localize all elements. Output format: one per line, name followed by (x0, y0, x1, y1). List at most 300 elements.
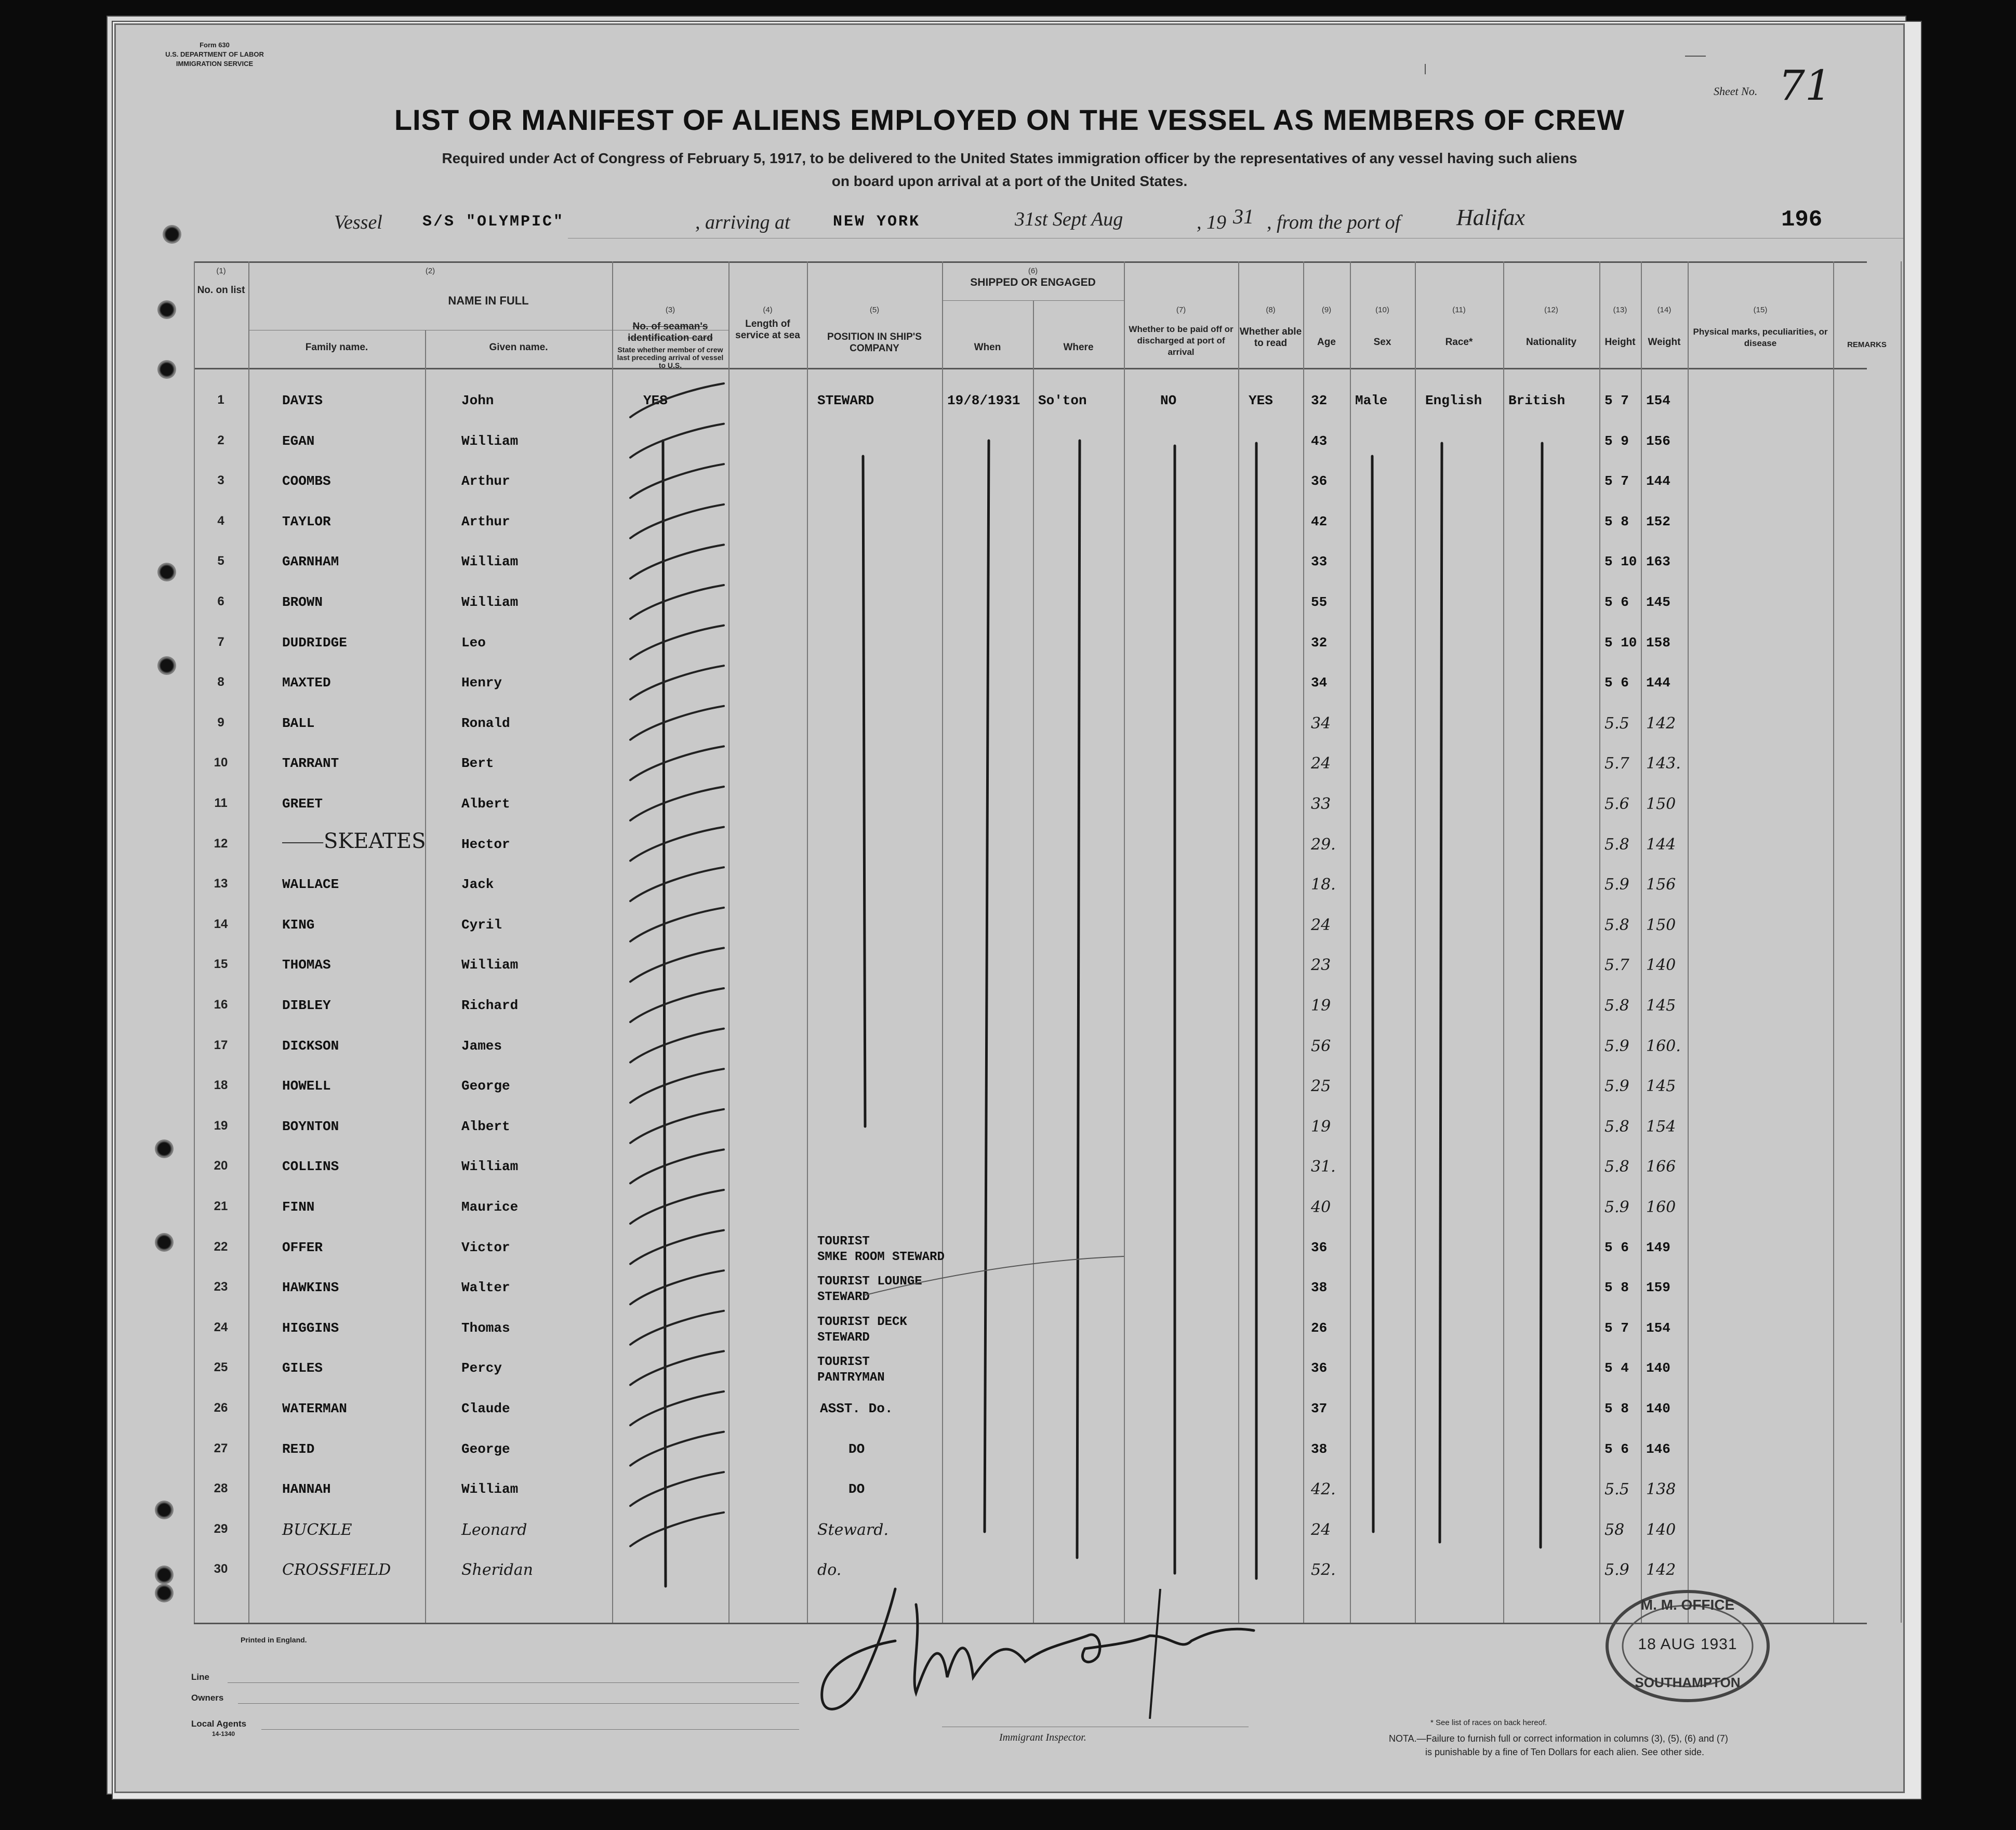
check-mark-icon (630, 706, 724, 740)
check-mark-icon (630, 1351, 724, 1385)
ditto-line (1541, 443, 1542, 1547)
weight-cell: 158 (1646, 634, 1670, 651)
col-num: (2) (425, 267, 435, 275)
height-cell: 5 7 (1604, 393, 1629, 408)
col-num: (7) (1176, 306, 1186, 314)
footer-form-code: 14-1340 (212, 1730, 235, 1738)
age-cell: 32 (1311, 393, 1328, 408)
header-physical-marks: Physical marks, peculiarities, or disease (1693, 327, 1828, 348)
position-cell: do. (817, 1561, 842, 1580)
col-num: (1) (216, 267, 226, 275)
col-num: (4) (763, 306, 773, 314)
given-name-cell: Thomas (461, 1320, 510, 1336)
num-cell: 13 (214, 877, 228, 891)
given-name-cell: William (461, 1481, 519, 1497)
col-num: (9) (1321, 306, 1332, 314)
num-cell: 15 (214, 957, 228, 972)
given-name-cell: Ronald (461, 715, 510, 731)
check-mark-icon (630, 1270, 724, 1304)
col-num: (10) (1375, 306, 1389, 314)
weight-cell: 145 (1646, 1077, 1676, 1096)
check-mark-icon (630, 545, 724, 578)
check-mark-icon (630, 1109, 724, 1143)
num-cell: 23 (214, 1280, 228, 1294)
height-cell: 5 7 (1604, 473, 1629, 489)
check-mark-icon (630, 908, 724, 941)
weight-cell: 150 (1646, 795, 1676, 813)
sheet-number-label: Sheet No. (1714, 85, 1758, 98)
family-name-cell: SKEATES (324, 829, 426, 853)
from-port-label: , from the port of (1267, 211, 1401, 233)
position-cell-line-2: STEWARD (817, 1330, 870, 1345)
page-title: LIST OR MANIFEST OF ALIENS EMPLOYED ON THE VESSEL AS MEMBERS OF CREW (394, 103, 1625, 136)
family-name-cell: HOWELL (282, 1078, 331, 1094)
office-stamp (1602, 1586, 1773, 1706)
race-cell: English (1425, 393, 1482, 408)
height-cell: 5.5 (1604, 714, 1629, 733)
weight-cell: 140 (1646, 956, 1676, 975)
age-cell: 34 (1311, 714, 1331, 733)
header-weight: Weight (1648, 337, 1681, 348)
check-mark-icon (630, 988, 724, 1022)
weight-cell: 145 (1646, 594, 1670, 610)
family-name-cell: TAYLOR (282, 513, 331, 529)
footer-owners-label: Owners (191, 1693, 224, 1703)
age-cell: 19 (1311, 1117, 1331, 1136)
height-cell: 5.9 (1604, 1037, 1629, 1055)
header-position: POSITION IN SHIP'S COMPANY (827, 331, 922, 354)
weight-cell: 152 (1646, 513, 1670, 529)
given-name-cell: Leonard (461, 1520, 527, 1539)
given-name-cell: William (461, 554, 519, 570)
check-mark-icon (630, 1029, 724, 1063)
position-cell-line-2: SMKE ROOM STEWARD (817, 1250, 945, 1264)
position-cell: DO (848, 1481, 865, 1497)
ditto-line (663, 441, 666, 1586)
form-number: Form 630 (200, 41, 230, 49)
age-cell: 25 (1311, 1077, 1331, 1096)
age-cell: 36 (1311, 1360, 1328, 1376)
height-cell: 5 6 (1604, 594, 1629, 610)
col-num: (13) (1613, 306, 1627, 314)
given-name-cell: Hector (461, 836, 510, 852)
num-cell: 10 (214, 755, 228, 770)
header-given-name: Given name. (489, 342, 548, 353)
check-mark-icon (630, 666, 724, 699)
header-family-name: Family name. (305, 342, 368, 353)
num-cell: 3 (217, 473, 224, 488)
num-cell: 17 (214, 1038, 228, 1052)
num-cell: 26 (214, 1401, 228, 1415)
weight-cell: 145 (1646, 997, 1676, 1015)
num-cell: 30 (214, 1562, 228, 1576)
height-cell: 5 8 (1604, 513, 1629, 529)
given-name-cell: Albert (461, 796, 510, 812)
num-cell: 27 (214, 1441, 228, 1455)
age-cell: 24 (1311, 754, 1331, 773)
header-remarks: REMARKS (1847, 340, 1887, 349)
age-cell: 31. (1311, 1158, 1336, 1176)
check-mark-icon (630, 383, 724, 417)
footer-nota-line-1: NOTA.—Failure to furnish full or correct information in columns (3), (5), (6) and (7) (1389, 1733, 1728, 1744)
page-mark: 196 (1781, 207, 1823, 233)
family-name-cell: REID (282, 1441, 315, 1457)
col-num: (3) (665, 306, 675, 314)
height-cell: 58 (1604, 1520, 1625, 1539)
col-num: (11) (1452, 306, 1466, 314)
given-name-cell: James (461, 1038, 502, 1054)
height-cell: 5.5 (1604, 1480, 1629, 1499)
weight-cell: 144 (1646, 675, 1670, 691)
col-num: (15) (1753, 306, 1768, 314)
family-name-cell: MAXTED (282, 675, 331, 691)
given-name-cell: Albert (461, 1118, 510, 1134)
num-cell: 12 (214, 836, 228, 851)
footer-races-note: * See list of races on back hereof. (1430, 1718, 1547, 1727)
age-cell: 23 (1311, 956, 1331, 975)
check-mark-icon (630, 464, 724, 498)
nationality-cell: British (1508, 393, 1566, 408)
shipped-when-cell: 19/8/1931 (947, 393, 1020, 408)
arriving-label: , arriving at (695, 211, 790, 233)
num-cell: 24 (214, 1320, 228, 1334)
position-cell-line-1: TOURIST (817, 1355, 870, 1370)
age-cell: 43 (1311, 433, 1328, 449)
num-cell: 5 (217, 554, 224, 568)
stamp-top-text: M. M. OFFICE (1640, 1597, 1735, 1613)
given-name-cell: William (461, 1159, 519, 1175)
height-cell: 5.7 (1604, 956, 1629, 975)
given-name-cell: Sheridan (461, 1561, 533, 1580)
weight-cell: 140 (1646, 1520, 1676, 1539)
weight-cell: 140 (1646, 1401, 1670, 1416)
family-name-cell: GREET (282, 796, 323, 812)
height-cell: 5.8 (1604, 835, 1629, 854)
given-name-cell: Jack (461, 877, 494, 893)
header-race: Race* (1445, 337, 1473, 348)
family-name-cell: COLLINS (282, 1159, 339, 1175)
num-cell: 14 (214, 917, 228, 931)
weight-cell: 154 (1646, 1117, 1676, 1136)
given-name-cell: William (461, 957, 519, 973)
height-cell: 5 8 (1604, 1280, 1629, 1296)
weight-cell: 142 (1646, 1561, 1676, 1580)
age-cell: 42 (1311, 513, 1328, 529)
weight-cell: 143. (1646, 754, 1681, 773)
printed-in-england: Printed in England. (241, 1636, 307, 1644)
col-num: (14) (1657, 306, 1672, 314)
header-where: Where (1063, 342, 1094, 353)
age-cell: 42. (1311, 1480, 1336, 1499)
family-name-cell: GILES (282, 1360, 323, 1376)
height-cell: 5.9 (1604, 1561, 1629, 1580)
num-cell: 2 (217, 433, 224, 447)
check-mark-icon (630, 1230, 724, 1264)
weight-cell: 144 (1646, 473, 1670, 489)
given-name-cell: Maurice (461, 1199, 519, 1215)
family-name-cell: THOMAS (282, 957, 331, 973)
weight-cell: 146 (1646, 1441, 1670, 1457)
weight-cell: 144 (1646, 835, 1676, 854)
height-cell: 5.9 (1604, 876, 1629, 894)
ditto-line (985, 441, 989, 1532)
year-prefix: , 19 (1197, 211, 1226, 233)
family-name-cell: KING (282, 917, 315, 933)
num-cell: 29 (214, 1521, 228, 1536)
age-cell: 29. (1311, 835, 1336, 854)
age-cell: 40 (1311, 1198, 1331, 1216)
height-cell: 5 6 (1604, 675, 1629, 691)
age-cell: 56 (1311, 1037, 1331, 1055)
family-name-cell: DIBLEY (282, 998, 331, 1013)
position-cell-line-1: TOURIST (817, 1234, 870, 1249)
num-cell: 8 (217, 675, 224, 689)
age-cell: 24 (1311, 1520, 1331, 1539)
header-no-on-list: No. on list (197, 285, 245, 296)
stamp-date: 18 AUG 1931 (1638, 1636, 1738, 1653)
weight-cell: 154 (1646, 1320, 1670, 1336)
weight-cell: 159 (1646, 1280, 1670, 1296)
family-name-cell: BALL (282, 715, 315, 731)
check-mark-icon (630, 948, 724, 982)
age-cell: 18. (1311, 876, 1336, 894)
age-cell: 52. (1311, 1561, 1336, 1580)
given-name-cell: Victor (461, 1239, 510, 1255)
given-name-cell: Arthur (461, 473, 510, 489)
arrival-date: 31st Sept Aug (1015, 208, 1123, 230)
num-cell: 22 (214, 1239, 228, 1254)
check-mark-icon (630, 1472, 724, 1506)
height-cell: 5 8 (1604, 1401, 1629, 1416)
header-col3-note: State whether member of crew last preceding arrival of vessel to U.S. (617, 346, 724, 369)
weight-cell: 149 (1646, 1239, 1670, 1255)
num-cell: 4 (217, 513, 224, 528)
weight-cell: 138 (1646, 1480, 1676, 1499)
position-cell-line-2: STEWARD (817, 1290, 870, 1305)
num-cell: 21 (214, 1199, 228, 1213)
position-cell-line-1: TOURIST LOUNGE (817, 1275, 922, 1289)
family-name-cell: BOYNTON (282, 1118, 339, 1134)
header-age: Age (1317, 337, 1336, 348)
age-cell: 34 (1311, 675, 1328, 691)
family-name-cell: WALLACE (282, 877, 339, 893)
family-name-cell: COOMBS (282, 473, 331, 489)
age-cell: 33 (1311, 554, 1328, 570)
given-name-cell: Cyril (461, 917, 502, 933)
header-shipped-engaged: SHIPPED OR ENGAGED (970, 276, 1096, 288)
check-mark-icon (630, 787, 724, 820)
footer-agents-rule (261, 1729, 799, 1730)
position-cell-line-1: TOURIST DECK (817, 1315, 907, 1329)
departure-port: Halifax (1456, 205, 1525, 230)
subtitle-line-1: Required under Act of Congress of February 5, 1917, to be delivered to the United States immigration officer by the representatives of any vessel having such aliens (442, 150, 1577, 166)
header-sex: Sex (1373, 337, 1391, 348)
ditto-line (1440, 443, 1442, 1542)
age-cell: 38 (1311, 1441, 1328, 1457)
age-cell: 24 (1311, 916, 1331, 934)
header-paid-off: Whether to be paid off or discharged at port of arrival (1129, 324, 1234, 357)
header-when: When (974, 342, 1001, 353)
header-able-to-read: Whether able to read (1239, 326, 1302, 349)
ditto-line (1077, 441, 1080, 1558)
num-cell: 1 (217, 393, 224, 407)
family-name-cell: FINN (282, 1199, 315, 1215)
arrival-year: 31 (1233, 205, 1254, 228)
check-mark-icon (630, 746, 724, 780)
family-name-cell: HAWKINS (282, 1280, 339, 1296)
header-height: Height (1604, 337, 1636, 348)
weight-cell: 156 (1646, 876, 1676, 894)
check-mark-icon (630, 1311, 724, 1345)
family-name-cell: GARNHAM (282, 554, 339, 570)
weight-cell: 150 (1646, 916, 1676, 934)
weight-cell: 166 (1646, 1158, 1676, 1176)
family-name-cell: WATERMAN (282, 1401, 347, 1416)
check-mark-icon (630, 1069, 724, 1103)
age-cell: 37 (1311, 1401, 1328, 1416)
member-cell: YES (643, 393, 668, 408)
family-name-cell: DAVIS (282, 393, 323, 408)
height-cell: 5 4 (1604, 1360, 1629, 1376)
height-cell: 5 6 (1604, 1441, 1629, 1457)
weight-cell: 160 (1646, 1198, 1676, 1216)
manifest-sheet (114, 23, 1905, 1793)
ditto-marks (116, 25, 1903, 1792)
family-name-cell: CROSSFIELD (282, 1561, 391, 1580)
check-mark-icon (630, 585, 724, 619)
footer-inspector-label: Immigrant Inspector. (999, 1732, 1086, 1743)
num-cell: 20 (214, 1159, 228, 1173)
col-num: (12) (1544, 306, 1558, 314)
height-cell: 5 7 (1604, 1320, 1629, 1336)
family-name-cell: HIGGINS (282, 1320, 339, 1336)
weight-cell: 163 (1646, 554, 1670, 570)
num-cell: 28 (214, 1481, 228, 1496)
vessel-name: S/S "OLYMPIC" (422, 213, 565, 231)
ditto-line (1372, 456, 1373, 1532)
check-mark-icon (630, 424, 724, 458)
family-name-cell: HANNAH (282, 1481, 331, 1497)
check-mark-icon (630, 1432, 724, 1466)
weight-cell: 160. (1646, 1037, 1681, 1055)
header-id-card-struck: No. of seaman's identification card (628, 321, 713, 343)
num-cell: 7 (217, 634, 224, 649)
given-name-cell: John (461, 393, 494, 408)
stamp-bottom-text: SOUTHAMPTON (1635, 1675, 1741, 1690)
num-cell: 6 (217, 594, 224, 608)
col-num: (8) (1266, 306, 1276, 314)
given-name-cell: Bert (461, 755, 494, 772)
given-name-cell: William (461, 594, 519, 610)
age-cell: 32 (1311, 634, 1328, 651)
height-cell: 5.9 (1604, 1077, 1629, 1096)
age-cell: 36 (1311, 1239, 1328, 1255)
position-cell: ASST. Do. (820, 1401, 893, 1416)
given-name-cell: Percy (461, 1360, 502, 1376)
check-mark-icon (630, 626, 724, 659)
height-cell: 5 10 (1604, 634, 1637, 651)
height-cell: 5.8 (1604, 1117, 1629, 1136)
position-cell-line-2: PANTRYMAN (817, 1371, 885, 1385)
sex-cell: Male (1355, 393, 1388, 408)
check-mark-icon (630, 1513, 724, 1546)
height-cell: 5.7 (1604, 754, 1629, 773)
officer-signature (807, 1558, 1275, 1729)
position-cell: DO (848, 1441, 865, 1457)
age-cell: 55 (1311, 594, 1328, 610)
footer-line-rule (228, 1682, 799, 1683)
header-length-of-service: Length of service at sea (735, 319, 800, 341)
footer-owners-rule (238, 1703, 799, 1704)
age-cell: 38 (1311, 1280, 1328, 1296)
weight-cell: 156 (1646, 433, 1670, 449)
form-service: IMMIGRATION SERVICE (176, 60, 254, 68)
family-name-cell: EGAN (282, 433, 315, 449)
family-name-cell: DICKSON (282, 1038, 339, 1054)
weight-cell: 142 (1646, 714, 1676, 733)
height-cell: 5 9 (1604, 433, 1629, 449)
num-cell: 18 (214, 1078, 228, 1093)
num-cell: 9 (217, 715, 224, 730)
height-cell: 5.8 (1604, 1158, 1629, 1176)
family-name-cell: BUCKLE (282, 1520, 352, 1539)
check-mark-icon (630, 1149, 724, 1183)
header-nationality: Nationality (1526, 337, 1577, 348)
family-name-cell: DUDRIDGE (282, 634, 347, 651)
given-name-cell: Walter (461, 1280, 510, 1296)
age-cell: 19 (1311, 997, 1331, 1015)
num-cell: 19 (214, 1118, 228, 1133)
given-name-cell: Richard (461, 998, 519, 1013)
position-cell: Steward. (817, 1520, 889, 1539)
footer-line-label: Line (191, 1672, 209, 1682)
stray-pen-line (864, 1256, 1124, 1295)
given-name-cell: George (461, 1078, 510, 1094)
col-num: (6) (1028, 267, 1038, 275)
age-cell: 26 (1311, 1320, 1328, 1336)
arrival-port: NEW YORK (833, 213, 921, 231)
height-cell: 5.8 (1604, 997, 1629, 1015)
check-mark-icon (630, 505, 724, 538)
given-name-cell: Leo (461, 634, 486, 651)
num-cell: 25 (214, 1360, 228, 1375)
height-cell: 5 10 (1604, 554, 1637, 570)
col-num: (5) (869, 306, 880, 314)
family-name-cell: OFFER (282, 1239, 323, 1255)
age-cell: 33 (1311, 795, 1331, 813)
height-cell: 5.9 (1604, 1198, 1629, 1216)
given-name-cell: Claude (461, 1401, 510, 1416)
check-mark-icon (630, 867, 724, 901)
paid-off-cell: NO (1160, 393, 1177, 408)
position-cell: STEWARD (817, 393, 874, 408)
given-name-cell: William (461, 433, 519, 449)
able-to-read-cell: YES (1249, 393, 1273, 408)
given-name-cell: George (461, 1441, 510, 1457)
weight-cell: 154 (1646, 393, 1670, 408)
check-mark-icon (630, 1391, 724, 1425)
shipped-where-cell: So'ton (1038, 393, 1087, 408)
height-cell: 5 6 (1604, 1239, 1629, 1255)
family-name-cell: TARRANT (282, 755, 339, 772)
family-name-cell: BROWN (282, 594, 323, 610)
form-department: U.S. DEPARTMENT OF LABOR (165, 50, 264, 58)
vessel-label: Vessel (334, 211, 382, 233)
check-mark-icon (630, 1190, 724, 1224)
num-cell: 11 (214, 796, 228, 810)
age-cell: 36 (1311, 473, 1328, 489)
num-cell: 16 (214, 998, 228, 1012)
